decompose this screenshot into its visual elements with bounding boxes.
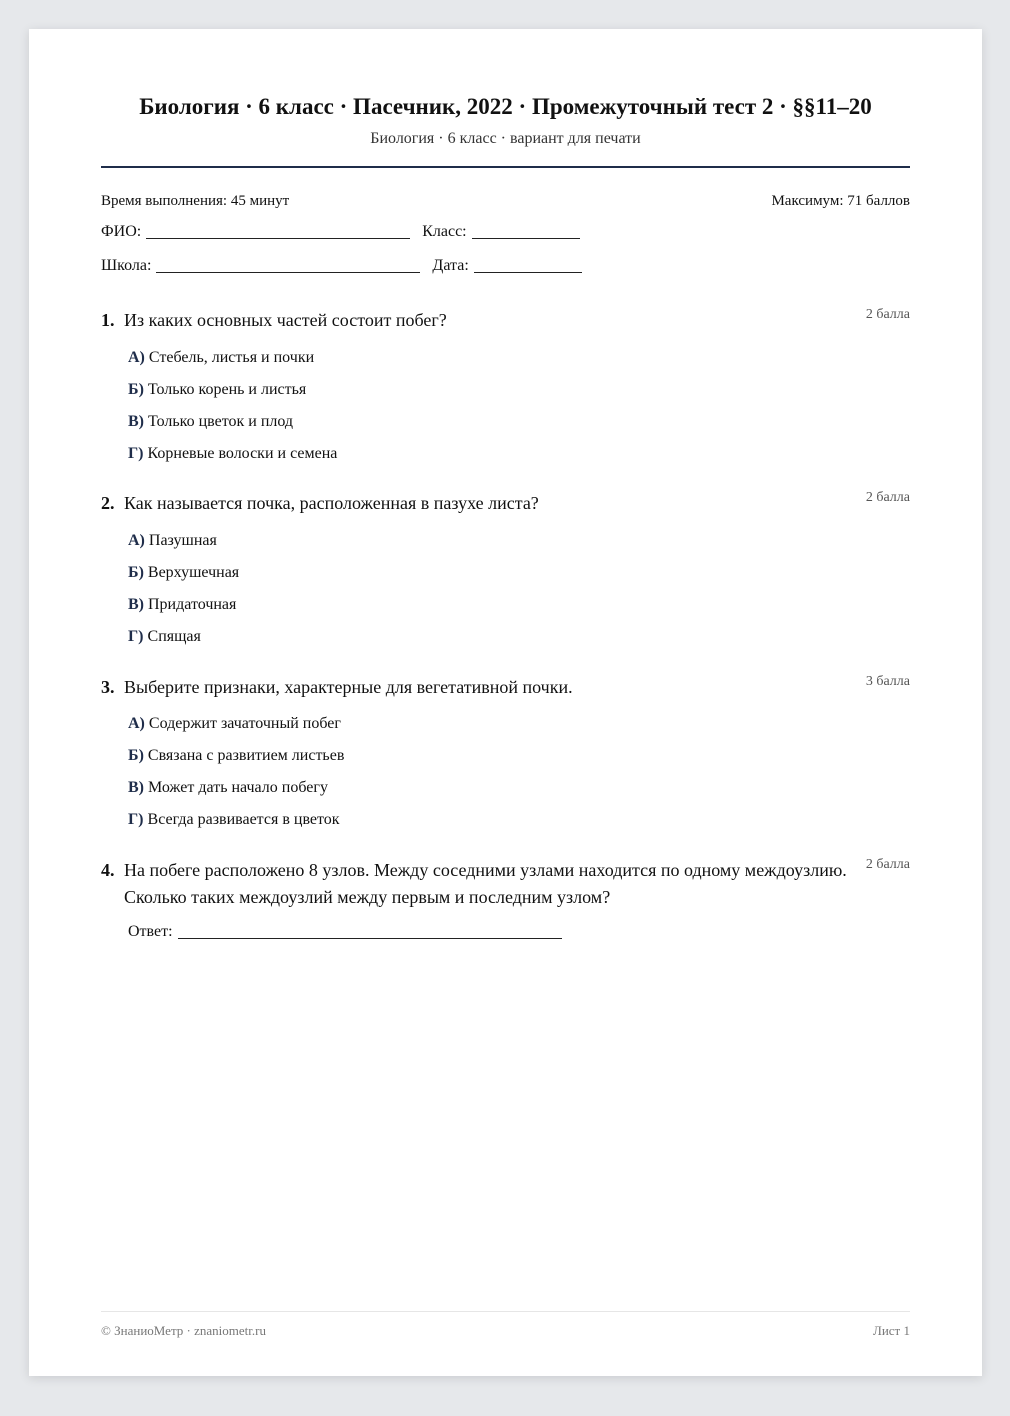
option-letter: Г) <box>128 445 144 462</box>
answer-row <box>128 923 562 941</box>
worksheet-page <box>29 29 982 1376</box>
footer-page-number: Лист 1 <box>873 1323 910 1338</box>
time-limit: Время выполнения: 45 минут <box>101 193 290 209</box>
question-text: Выберите признаки, характерные для вегетативной почки. <box>124 677 573 697</box>
school-label: Школа: <box>101 257 152 274</box>
option-text: Связана с развитием листьев <box>147 747 345 764</box>
option-a[interactable] <box>128 532 217 550</box>
option-letter: В) <box>128 779 144 796</box>
date-field[interactable] <box>474 271 582 273</box>
question-text: Из каких основных частей состоит побег? <box>124 310 447 330</box>
option-letter: Г) <box>128 628 144 645</box>
option-d[interactable] <box>128 445 337 463</box>
option-c[interactable] <box>128 413 293 431</box>
question-3 <box>101 674 910 828</box>
option-b[interactable] <box>128 381 306 399</box>
question-number: 4. <box>101 860 115 880</box>
option-a[interactable] <box>128 349 314 367</box>
option-letter: В) <box>128 413 144 430</box>
footer-divider <box>101 1311 910 1312</box>
question-points: 2 балла <box>865 490 910 505</box>
option-letter: Б) <box>128 747 144 764</box>
answer-field[interactable] <box>178 938 562 939</box>
option-text: Верхушечная <box>147 564 240 581</box>
question-points: 2 балла <box>865 857 910 872</box>
option-text: Содержит зачаточный побег <box>148 715 341 732</box>
option-d[interactable] <box>128 628 201 646</box>
name-label: ФИО: <box>101 223 142 240</box>
answer-label: Ответ: <box>128 923 173 940</box>
name-class-row <box>101 223 592 241</box>
question-1 <box>101 307 910 462</box>
option-letter: А) <box>128 715 145 732</box>
option-letter: Г) <box>128 811 144 828</box>
option-text: Корневые волоски и семена <box>147 445 338 462</box>
question-points: 3 балла <box>865 674 910 689</box>
option-b[interactable] <box>128 747 344 765</box>
option-text: Пазушная <box>148 532 217 549</box>
option-c[interactable] <box>128 779 328 797</box>
school-date-row <box>101 257 594 275</box>
page-title: Биология · 6 класс · Пасечник, 2022 · Промежуточный тест 2 · §§11–20 <box>139 94 872 119</box>
question-number: 2. <box>101 493 115 513</box>
option-d[interactable] <box>128 811 340 829</box>
max-score: Максимум: 71 баллов <box>771 193 910 209</box>
option-text: Спящая <box>147 628 201 645</box>
option-letter: А) <box>128 349 145 366</box>
question-text: На побеге расположено 8 узлов. Между соседними узлами находится по одному междоузлию. Сколько таких междоузлий между первым и последним узлом? <box>124 860 847 907</box>
page-content <box>101 29 910 1376</box>
question-number: 3. <box>101 677 115 697</box>
date-label: Дата: <box>432 257 469 274</box>
school-field[interactable] <box>156 271 420 273</box>
option-text: Может дать начало побегу <box>148 779 328 796</box>
question-points: 2 балла <box>865 307 910 322</box>
option-text: Всегда развивается в цветок <box>147 811 340 828</box>
option-text: Стебель, листья и почки <box>148 349 315 366</box>
question-number: 1. <box>101 310 115 330</box>
class-label: Класс: <box>422 223 467 240</box>
footer-copyright: © ЗнаниоМетр · znaniometr.ru <box>101 1323 266 1338</box>
question-text: Как называется почка, расположенная в пазухе листа? <box>124 493 539 513</box>
option-text: Только корень и листья <box>147 381 307 398</box>
option-letter: Б) <box>128 564 144 581</box>
option-a[interactable] <box>128 715 341 733</box>
option-letter: Б) <box>128 381 144 398</box>
question-2 <box>101 490 910 645</box>
option-letter: В) <box>128 596 144 613</box>
class-field[interactable] <box>472 237 580 239</box>
option-c[interactable] <box>128 596 236 614</box>
option-text: Придаточная <box>148 596 237 613</box>
option-b[interactable] <box>128 564 239 582</box>
name-field[interactable] <box>146 237 410 239</box>
option-text: Только цветок и плод <box>148 413 294 430</box>
header-divider <box>101 166 910 168</box>
question-4 <box>101 857 910 940</box>
page-subtitle: Биология · 6 класс · вариант для печати <box>370 130 641 147</box>
option-letter: А) <box>128 532 145 549</box>
